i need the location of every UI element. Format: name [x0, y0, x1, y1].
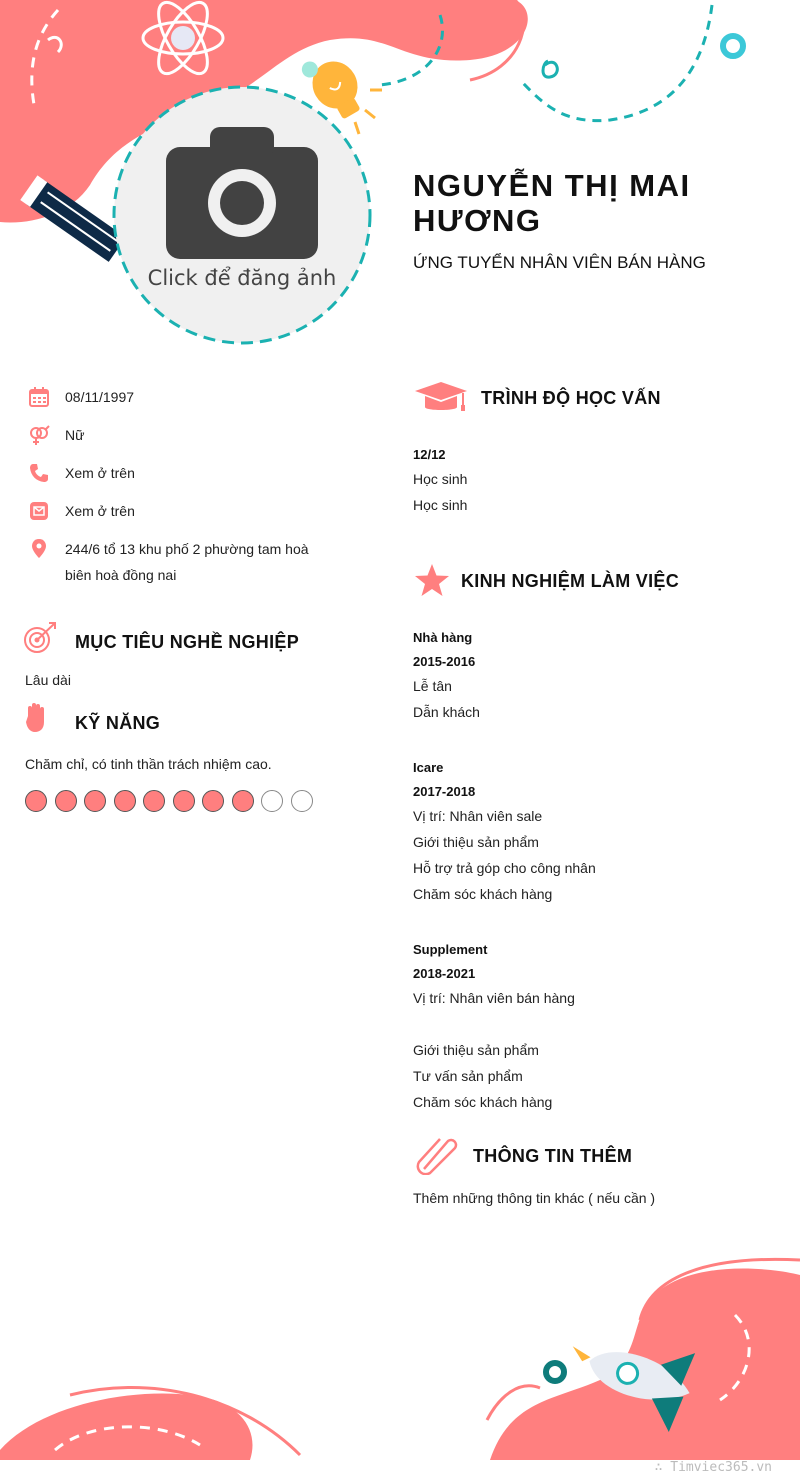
- job-line: Vị trí: Nhân viên sale: [413, 808, 543, 824]
- skill-dot-empty: [261, 790, 283, 812]
- job-line: Chăm sóc khách hàng: [413, 1094, 553, 1110]
- address-line-2: biên hoà đồng nai: [65, 567, 177, 583]
- skill-dot-filled: [202, 790, 224, 812]
- job-company: Supplement: [413, 942, 488, 957]
- contact-birthday: [28, 385, 358, 409]
- avatar-caption: Click để đăng ảnh: [147, 266, 337, 290]
- job-company: Nhà hàng: [413, 630, 473, 645]
- job-line: Lễ tân: [413, 678, 452, 694]
- gender-value: Nữ: [65, 427, 85, 443]
- objective-title: MỤC TIÊU NGHỀ NGHIỆP: [75, 632, 300, 652]
- target-position: ỨNG TUYỂN NHÂN VIÊN BÁN HÀNG: [413, 253, 706, 272]
- job-period: 2017-2018: [413, 784, 476, 799]
- contact-gender: [28, 423, 358, 447]
- job-line: Giới thiệu sản phẩm: [413, 1042, 539, 1058]
- camera-icon: [166, 127, 318, 259]
- job-line: Hỗ trợ trả góp cho công nhân: [413, 860, 596, 876]
- contact-email: [28, 499, 358, 523]
- additional-title: THÔNG TIN THÊM: [473, 1146, 633, 1166]
- skill-dot-filled: [55, 790, 77, 812]
- job-period: 2018-2021: [413, 966, 476, 981]
- job-period: 2015-2016: [413, 654, 476, 669]
- skill-dot-filled: [232, 790, 254, 812]
- job-line: Giới thiệu sản phẩm: [413, 834, 539, 850]
- contact-phone: [28, 461, 358, 485]
- location-pin-icon: [28, 538, 50, 560]
- education-title: TRÌNH ĐỘ HỌC VẤN: [481, 388, 661, 408]
- job-line: Tư vấn sản phẩm: [413, 1068, 523, 1084]
- skill-dot-empty: [291, 790, 313, 812]
- additional-text: Thêm những thông tin khác ( nếu cần ): [413, 1190, 656, 1206]
- contact-address: [28, 537, 358, 589]
- objective-text: Lâu dài: [25, 672, 71, 688]
- target-icon: [24, 621, 58, 655]
- skill-dot-filled: [173, 790, 195, 812]
- teal-ring-bottom: [546, 1363, 564, 1381]
- education-detail: Học sinh: [413, 497, 468, 513]
- footer-brand-text: Timviec365.vn: [670, 1460, 772, 1475]
- experience-title: KINH NGHIỆM LÀM VIỆC: [461, 571, 680, 591]
- footer-brand: [655, 1460, 772, 1475]
- skills-title: KỸ NĂNG: [75, 713, 161, 733]
- phone-value: Xem ở trên: [65, 465, 135, 481]
- address-line-1: 244/6 tổ 13 khu phố 2 phường tam hoà: [65, 541, 309, 557]
- gender-icon: [28, 424, 50, 446]
- skill-dot-filled: [25, 790, 47, 812]
- dashed-loop-right: [543, 61, 557, 77]
- email-value: Xem ở trên: [65, 503, 135, 519]
- skill-dot-filled: [84, 790, 106, 812]
- avatar-upload[interactable]: [111, 83, 373, 347]
- teal-ring-top: [723, 36, 743, 56]
- skill-dot-filled: [143, 790, 165, 812]
- skills-text: Chăm chỉ, có tinh thần trách nhiệm cao.: [25, 756, 272, 772]
- email-icon: [28, 500, 50, 522]
- paperclip-icon: [416, 1135, 458, 1175]
- footer-dots-icon: ∴: [654, 1460, 671, 1475]
- job-line: Vị trí: Nhân viên bán hàng: [413, 990, 575, 1006]
- star-icon: [414, 563, 450, 597]
- calendar-icon: [28, 386, 50, 408]
- skill-dot-filled: [114, 790, 136, 812]
- phone-icon: [28, 462, 50, 484]
- education-school: Học sinh: [413, 471, 468, 487]
- candidate-name: NGUYỄN THỊ MAI HƯƠNG: [413, 168, 691, 238]
- education-period: 12/12: [413, 447, 446, 462]
- job-line: Chăm sóc khách hàng: [413, 886, 553, 902]
- graduation-cap-icon: [413, 381, 469, 415]
- birthday-value: 08/11/1997: [65, 389, 135, 405]
- hand-icon: [24, 702, 48, 734]
- job-company: Icare: [413, 760, 444, 775]
- job-line: Dẫn khách: [413, 704, 480, 720]
